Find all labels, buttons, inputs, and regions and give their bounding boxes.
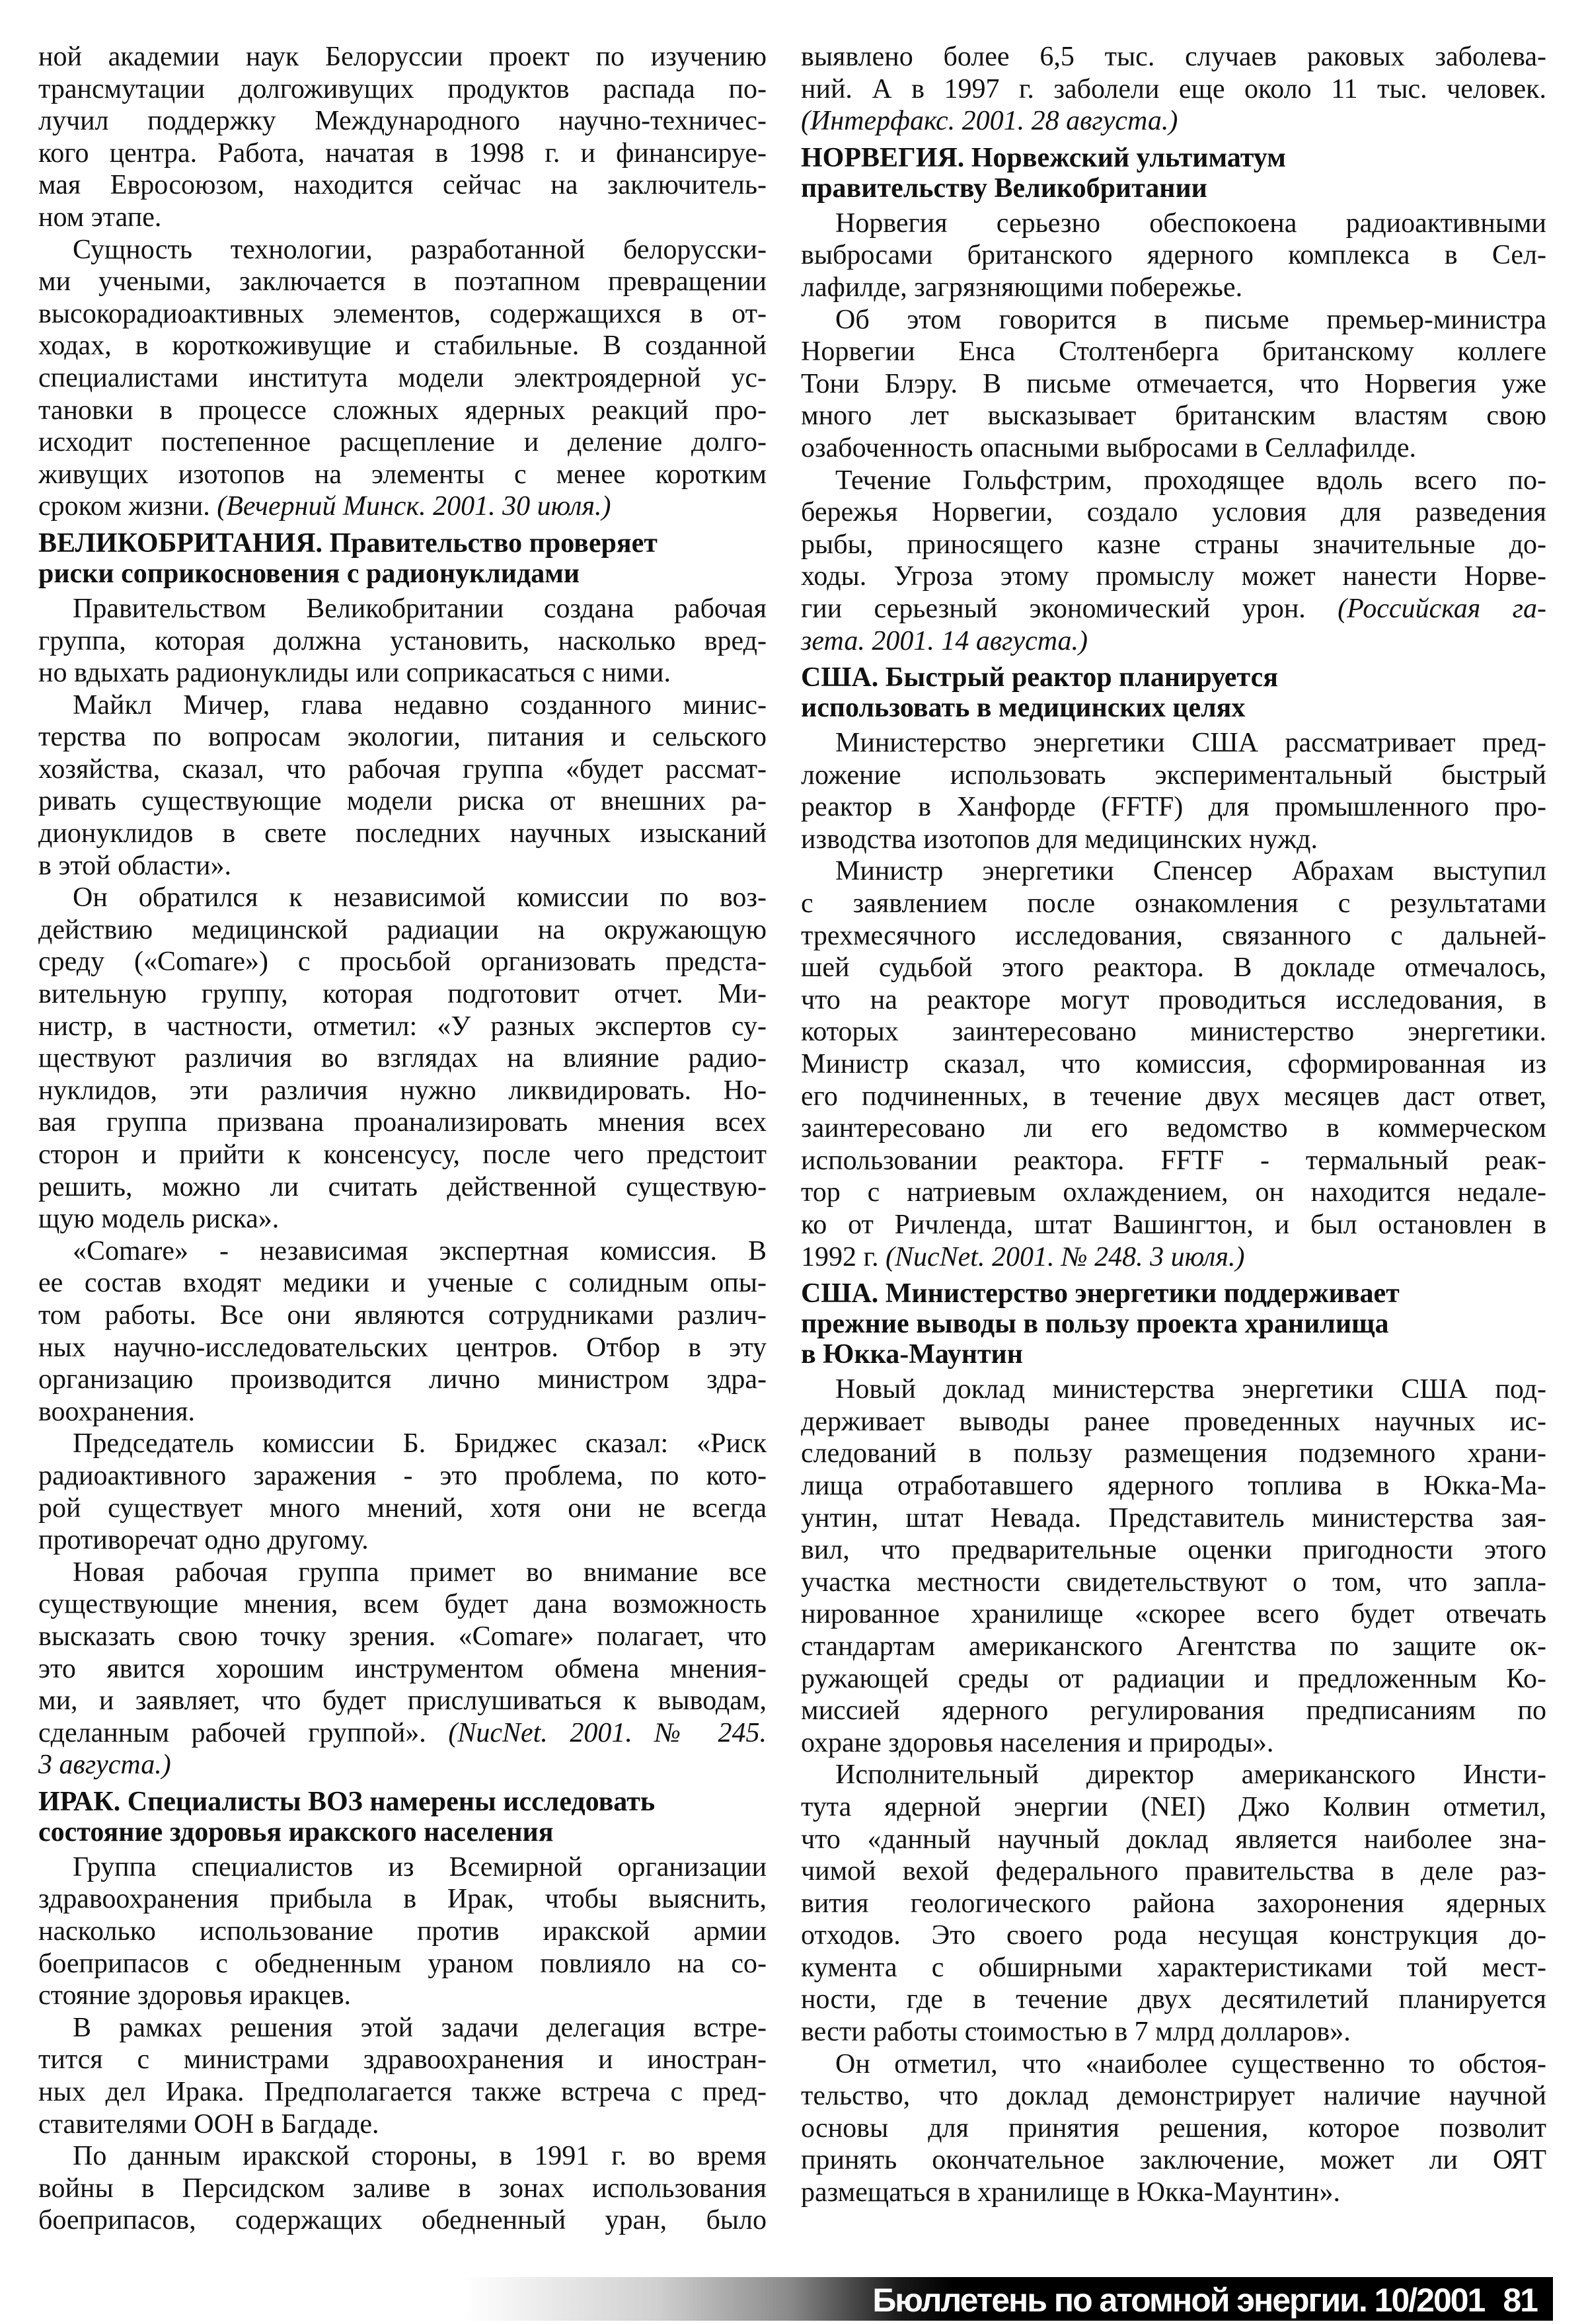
text-line: насколько использование против иракской армии [38, 1916, 767, 1947]
paragraph [38, 2012, 767, 2140]
text-line [801, 593, 1546, 625]
text-line: решить, можно ли считать действенной существую- [38, 1171, 767, 1202]
left-column [38, 41, 767, 2237]
text-line: сторон и прийти к консенсусу, после чего предстоит [38, 1140, 767, 1170]
section-heading [801, 1278, 1546, 1370]
text-line: воохранения. [38, 1396, 196, 1427]
text-line: здравоохранения прибыла в Ирак, чтобы выяснить, [38, 1884, 767, 1915]
paragraph [38, 689, 767, 882]
text-line: миссией ядерного регулирования предписаниям по [801, 1695, 1546, 1726]
text-line: Норвегии Енса Столтенберга британскому коллеге [801, 336, 1546, 368]
section-heading [38, 1787, 767, 1847]
text-line: ности, где в течение двух десятилетий планируется [801, 1984, 1546, 2015]
text-line: много лет высказывает британским властям свою [801, 401, 1546, 432]
text-segment: гии серьезный экономический урон. [801, 593, 1338, 624]
text-line: живущих изотопов на элементы с менее коротким [38, 459, 767, 490]
text-line: выявлено более 6,5 тыс. случаев раковых заболева- [801, 42, 1546, 72]
text-line: Исполнительный директор американского Инсти- [835, 1760, 1546, 1791]
text-line: ном этапе. [38, 202, 162, 233]
text-line: рыбы, приносящего казне страны значительные до- [801, 529, 1546, 560]
text-line: В рамках решения этой задачи делегация встре- [73, 2012, 767, 2043]
text-line [38, 490, 767, 523]
text-line: размещаться в хранилище в Юкка-Маунтин». [801, 2177, 1341, 2208]
text-line: противоречат одно другому. [38, 1525, 369, 1556]
text-line: ружающей среды от радиации и предложенным Ко- [801, 1663, 1546, 1694]
text-line: США. Быстрый реактор планируется [801, 662, 1278, 693]
text-line: ходах, в короткоживущие и стабильные. В созданной [38, 330, 767, 362]
text-line: боеприпасов с обедненным ураном повлияло на со- [38, 1948, 767, 1979]
text-line: ходы. Угроза этому промыслу может нанести Норве- [801, 561, 1546, 592]
text-line: специалистами института модели электроядерной ус- [38, 362, 767, 393]
text-line: высокорадиоактивных элементов, содержащихся в от- [38, 298, 767, 329]
text-line: ных дел Ирака. Предполагается также встреча с пред- [38, 2077, 767, 2108]
text-line [38, 1717, 767, 1750]
paragraph [38, 593, 767, 689]
text-line: ложение использовать экспериментальный быстрый [801, 759, 1546, 791]
text-line: отходов. Это своего рода несущая конструкция до- [801, 1920, 1546, 1951]
text-line: среду («Comare») с просьбой организовать предста- [38, 947, 767, 978]
text-line [38, 1749, 767, 1781]
text-line: что «данный научный доклад является наиболее зна- [801, 1824, 1546, 1855]
text-line: вительную группу, которая подготовит отчет. Ми- [38, 979, 767, 1010]
journal-title: Бюллетень по атомной энергии. 10/2001 [872, 2282, 1485, 2319]
text-line: Течение Гольфстрим, проходящее вдоль всего по- [835, 465, 1546, 496]
text-line: в этой области». [38, 850, 232, 881]
paragraph [801, 855, 1546, 1273]
text-line: реактор в Ханфорде (FFTF) для промышленного про- [801, 792, 1546, 823]
paragraph [801, 1374, 1546, 1759]
text-line: Он обратился к независимой комиссии по воз- [73, 882, 767, 913]
text-line: Правительством Великобритании создана рабочая [73, 593, 767, 624]
text-line: изводства изотопов для медицинских нужд. [801, 824, 1318, 855]
text-line: кумента с обширными характеристиками той мест- [801, 1952, 1546, 1983]
text-line: Группа специалистов из Всемирной организации [73, 1851, 767, 1882]
text-line: Новая рабочая группа примет во внимание все [73, 1557, 767, 1588]
text-line: бережья Норвегии, создало условия для разведения [801, 497, 1546, 528]
text-segment: сроком жизни. [38, 491, 217, 522]
text-line: том работы. Все они являются сотрудниками различ- [38, 1299, 767, 1331]
text-line: с заявлением после ознакомления с результатами [801, 888, 1546, 919]
source-citation: (NucNet. 2001. № 248. 3 июля.) [886, 1241, 1245, 1272]
section-heading [801, 143, 1546, 204]
text-line [801, 625, 1546, 658]
paragraph [801, 208, 1546, 304]
text-line: держивает выводы ранее проведенных научных ис- [801, 1406, 1546, 1437]
paragraph [801, 727, 1546, 855]
text-line: По данным иракской стороны, в 1991 г. во время [73, 2141, 767, 2172]
text-line: ее состав входят медики и ученые с солидным опы- [38, 1268, 767, 1299]
text-line: озабоченность опасными выбросами в Селлафилде. [801, 432, 1416, 463]
source-citation: (NucNet. 2001. № 245. [448, 1717, 767, 1748]
paragraph [38, 1557, 767, 1781]
source-citation: (Вечерний Минск. 2001. 30 июля.) [217, 491, 611, 522]
text-line: Сущность технологии, разработанной белорусски- [73, 234, 767, 265]
text-line: нуклидов, эти различия нужно ликвидировать. Но- [38, 1075, 767, 1106]
text-line: что на реакторе могут проводиться исследования, в [801, 984, 1546, 1015]
text-line: ми учеными, заключается в поэтапном превращении [38, 266, 767, 297]
text-line: трансмутации долгоживущих продуктов распада по- [38, 73, 767, 104]
text-segment: 1992 г. [801, 1241, 886, 1272]
text-line: Майкл Мичер, глава недавно созданного минис- [73, 689, 767, 720]
text-line: использовании реактора. FFTF - термальный реак- [801, 1145, 1546, 1176]
text-line: радиоактивного заражения - это проблема, по кото- [38, 1460, 767, 1491]
text-line: риски соприкосновения с радионуклидами [38, 558, 580, 589]
text-line: Министерство энергетики США рассматривает пред- [835, 728, 1546, 759]
text-line: вая группа призвана проанализировать мнения всех [38, 1107, 767, 1138]
source-citation: (Интерфакс. 2001. 28 августа.) [801, 106, 1178, 137]
section-heading [801, 662, 1546, 723]
text-line: использовать в медицинских целях [801, 693, 1246, 724]
text-line: лучил поддержку Международного научно-техничес- [38, 106, 767, 137]
text-line: Тони Блэру. В письме отмечается, что Норвегия уже [801, 368, 1546, 399]
text-line: нистр, в частности, отметил: «У разных экспертов су- [38, 1011, 767, 1042]
text-line: группа, которая должна установить, насколько вред- [38, 625, 767, 656]
text-line: правительству Великобритании [801, 173, 1207, 204]
page-footer [463, 2277, 1553, 2321]
text-line: «Comare» - независимая экспертная комиссия. В [73, 1235, 767, 1266]
paragraph [801, 41, 1546, 137]
text-line: хозяйства, сказал, что рабочая группа «будет рассмат- [38, 754, 767, 785]
text-line: действию медицинской радиации на окружающую [38, 914, 767, 945]
text-line: кого центра. Работа, начатая в 1998 г. и финансируе- [38, 137, 767, 169]
text-line: состояние здоровья иракского населения [38, 1816, 554, 1847]
source-citation: (Российская га- [1338, 593, 1547, 624]
text-line: исходит постепенное расщепление и деление долго- [38, 427, 767, 458]
text-line: Председатель комиссии Б. Бриджес сказал: «Риск [73, 1428, 767, 1459]
text-line: тута ядерной энергии (NEI) Джо Колвин отметил, [801, 1791, 1546, 1822]
paragraph [801, 2048, 1546, 2209]
text-line: унтин, штат Невада. Представитель министерства зая- [801, 1502, 1546, 1533]
text-segment: сделанным рабочей группой». [38, 1717, 449, 1748]
text-line: Новый доклад министерства энергетики США под- [835, 1374, 1546, 1405]
footer-text [872, 2281, 1537, 2319]
text-line: Об этом говорится в письме премьер-министра [835, 304, 1546, 335]
text-line [801, 1241, 1546, 1274]
paragraph [38, 2140, 767, 2237]
text-line: в Юкка-Маунтин [801, 1339, 1023, 1370]
text-line: основы для принятия решения, которое позволит [801, 2112, 1546, 2144]
paragraph [38, 1235, 767, 1428]
paragraph [38, 41, 767, 234]
text-line: принять окончательное заключение, может ли ОЯТ [801, 2145, 1546, 2176]
text-line: войны в Персидском заливе в зонах использования [38, 2173, 767, 2204]
text-line: ИРАК. Специалисты ВОЗ намерены исследовать [38, 1786, 656, 1817]
text-line: тельство, что доклад демонстрирует наличие научной [801, 2081, 1546, 2112]
text-line: стояние здоровья иракцев. [38, 1980, 352, 2011]
text-line: его подчиненных, в течение двух месяцев даст ответ, [801, 1081, 1546, 1112]
text-line: Министр энергетики Спенсер Абрахам выступил [835, 856, 1546, 887]
text-line: ВЕЛИКОБРИТАНИЯ. Правительство проверяет [38, 527, 658, 559]
text-line: щую модель риска». [38, 1204, 280, 1235]
page-number: 81 [1503, 2282, 1537, 2319]
text-line: заинтересовано ли его ведомство в коммерческом [801, 1113, 1546, 1144]
text-line: ми, и заявляет, что будет прислушиваться к выводам, [38, 1685, 767, 1717]
text-line: ко от Ричленда, штат Вашингтон, и был остановлен в [801, 1210, 1546, 1240]
text-line: Министр сказал, что комиссия, сформированная из [801, 1049, 1546, 1080]
text-line: это явится хорошим инструментом обмена мнения- [38, 1653, 767, 1684]
paragraph [38, 234, 767, 523]
paragraph [801, 304, 1546, 465]
text-line: выбросами британского ядерного комплекса в Сел- [801, 240, 1546, 271]
paragraph [38, 882, 767, 1235]
text-line [801, 105, 1546, 137]
text-line: следований в пользу размещения подземного храни- [801, 1438, 1546, 1469]
text-line: терства по вопросам экологии, питания и сельского [38, 722, 767, 753]
text-line: вил, что предварительные оценки пригодности этого [801, 1535, 1546, 1566]
text-line: ставителями ООН в Багдаде. [38, 2109, 379, 2140]
text-line: но вдыхать радионуклиды или соприкасаться с ними. [38, 658, 671, 689]
text-line: боеприпасов, содержащих обедненный уран, было [38, 2205, 767, 2236]
paragraph [801, 1759, 1546, 2048]
text-line: тановки в процессе сложных ядерных реакций про- [38, 395, 767, 426]
text-line: тор с натриевым охлаждением, он находится недале- [801, 1177, 1546, 1208]
text-line: прежние выводы в пользу проекта хранилища [801, 1309, 1389, 1340]
text-line: нированное хранилище «скорее всего будет отвечать [801, 1599, 1546, 1630]
text-line: трехмесячного исследования, связанного с дальней- [801, 920, 1546, 951]
text-line: чимой вехой федерального правительства в деле раз- [801, 1856, 1546, 1887]
paragraph [38, 1851, 767, 2012]
text-line: шей судьбой этого реактора. В докладе отмечалось, [801, 952, 1546, 984]
text-line: НОРВЕГИЯ. Норвежский ультиматум [801, 142, 1286, 173]
text-line: ний. А в 1997 г. заболели еще около 11 тыс. человек. [801, 73, 1546, 104]
paragraph [801, 465, 1546, 658]
text-line: Он отметил, что «наиболее существенно то обстоя- [835, 2048, 1546, 2079]
source-citation: 3 августа.) [38, 1750, 171, 1781]
text-line: ществуют различия во взглядах на влияние радио- [38, 1043, 767, 1074]
text-line: мая Евросоюзом, находится сейчас на заключитель- [38, 170, 767, 201]
text-line: дионуклидов в свете последних научных изысканий [38, 818, 767, 849]
text-line: Норвегия серьезно обеспокоена радиоактивными [835, 208, 1546, 239]
text-line: ных научно-исследовательских центров. Отбор в эту [38, 1332, 767, 1363]
text-line: лафилде, загрязняющими побережье. [801, 272, 1243, 303]
text-line: высказать свою точку зрения. «Comare» полагает, что [38, 1621, 767, 1652]
text-line: лища отработавшего ядерного топлива в Юкка-Ма- [801, 1470, 1546, 1501]
text-line: охране здоровья населения и природы». [801, 1727, 1274, 1758]
text-line: участка местности свидетельствуют о том, что запла- [801, 1567, 1546, 1598]
text-line: тится с министрами здравоохранения и иностран- [38, 2044, 767, 2075]
text-line: ривать существующие модели риска от внешних ра- [38, 786, 767, 817]
text-line: США. Министерство энергетики поддерживает [801, 1278, 1400, 1309]
text-line: рой существует много мнений, хотя они не всегда [38, 1492, 767, 1524]
right-column [801, 41, 1546, 2209]
text-line: вития геологического района захоронения ядерных [801, 1888, 1546, 1919]
text-line: организацию производится лично министром здра- [38, 1364, 767, 1395]
text-line: существующие мнения, всем будет дана возможность [38, 1589, 767, 1620]
section-heading [38, 528, 767, 589]
text-line: стандартам американского Агентства по защите ок- [801, 1631, 1546, 1662]
source-citation: зета. 2001. 14 августа.) [801, 625, 1088, 656]
text-line: которых заинтересовано министерство энергетики. [801, 1017, 1546, 1048]
paragraph [38, 1428, 767, 1556]
text-line: вести работы стоимостью в 7 млрд долларов». [801, 2017, 1351, 2048]
text-line: ной академии наук Белоруссии проект по изучению [38, 42, 767, 72]
